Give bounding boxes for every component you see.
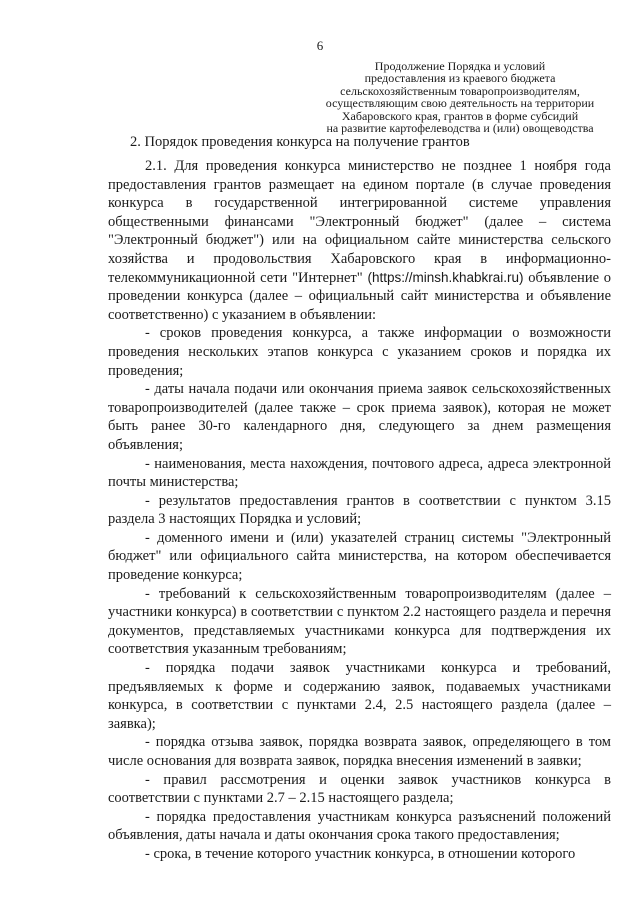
header-line: Продолжение Порядка и условий [374,59,546,73]
document-body [108,157,611,864]
header-line: на развитие картофелеводства и (или) овощеводства [326,121,594,136]
list-item: - наименования, места нахождения, почтового адреса, адреса электронной почты министерства; [108,455,611,491]
list-item: - даты начала подачи или окончания приема заявок сельскохозяйственных товаропроизводителей (далее также – срок приема заявок), которая не может быть ранее 30-го календарного дня, следующего за днем размещения объявления; [108,381,611,453]
paragraph-text: объявление о проведении конкурса (далее – официальный сайт министерства и объявление соответственно) с указанием в объявлении: [108,269,612,323]
paragraph-text: 2.1. Для проведения конкурса министерство не позднее 1 ноября года предоставления грантов размещает на едином портале (в случае проведения конкурса в государственной интегрированной системе управления общественными финансами "Электронный бюджет" (далее – система "Электронный бюджет") или на официальном сайте министерства сельского хозяйства и продовольствия Хабаровского края в информационно-телекоммуникационной сети "Интернет" [108,158,611,286]
list-item: - правил рассмотрения и оценки заявок участников конкурса в соответствии с пунктами 2.7 – 2.15 настоящего раздела; [108,771,611,807]
header-line: сельскохозяйственным товаропроизводителям, [340,83,580,98]
list-item: - результатов предоставления грантов в соответствии с пунктом 3.15 раздела 3 настоящих Порядка и условий; [108,492,611,528]
paragraph-2-1 [108,157,611,324]
header-line: Хабаровского края, грантов в форме субсидий [341,108,579,123]
list-item: - порядка предоставления участникам конкурса разъяснений положений объявления, даты начала и даты окончания срока такого предоставления; [108,808,611,844]
document-header [310,60,610,134]
page-number: 6 [316,38,324,53]
section-title: 2. Порядок проведения конкурса на получение грантов [130,134,470,150]
header-line: осуществляющим свою деятельность на территории [325,96,595,111]
list-item: - срока, в течение которого участник конкурса, в отношении которого [145,845,576,862]
list-item: - сроков проведения конкурса, а также информации о возможности проведения нескольких этапов конкурса с указанием сроков и порядка их проведения; [108,325,611,379]
list-item: - требований к сельскохозяйственным товаропроизводителям (далее – участники конкурса) в соответствии с пунктом 2.2 настоящего раздела и перечня документов, представляемых участниками конкурса для подтверждения их соответствия указанным требованиям; [108,585,611,658]
website-url: (https://minsh.khabkrai.ru) [367,269,524,285]
header-line: предоставления из краевого бюджета [364,71,556,86]
list-item: - порядка подачи заявок участниками конкурса и требований, предъявляемых к форме и содержанию заявок, подаваемых участниками конкурса, в соответствии с пунктами 2.4, 2.5 настоящего раздела (далее – заявка); [108,660,611,732]
list-item: - порядка отзыва заявок, порядка возврата заявок, определяющего в том числе основания для возврата заявок, порядка внесения изменений в заявки; [108,734,611,769]
list-item: - доменного имени и (или) указателей страниц системы "Электронный бюджет" или официального сайта министерства, на котором обеспечивается проведение конкурса; [108,529,611,584]
